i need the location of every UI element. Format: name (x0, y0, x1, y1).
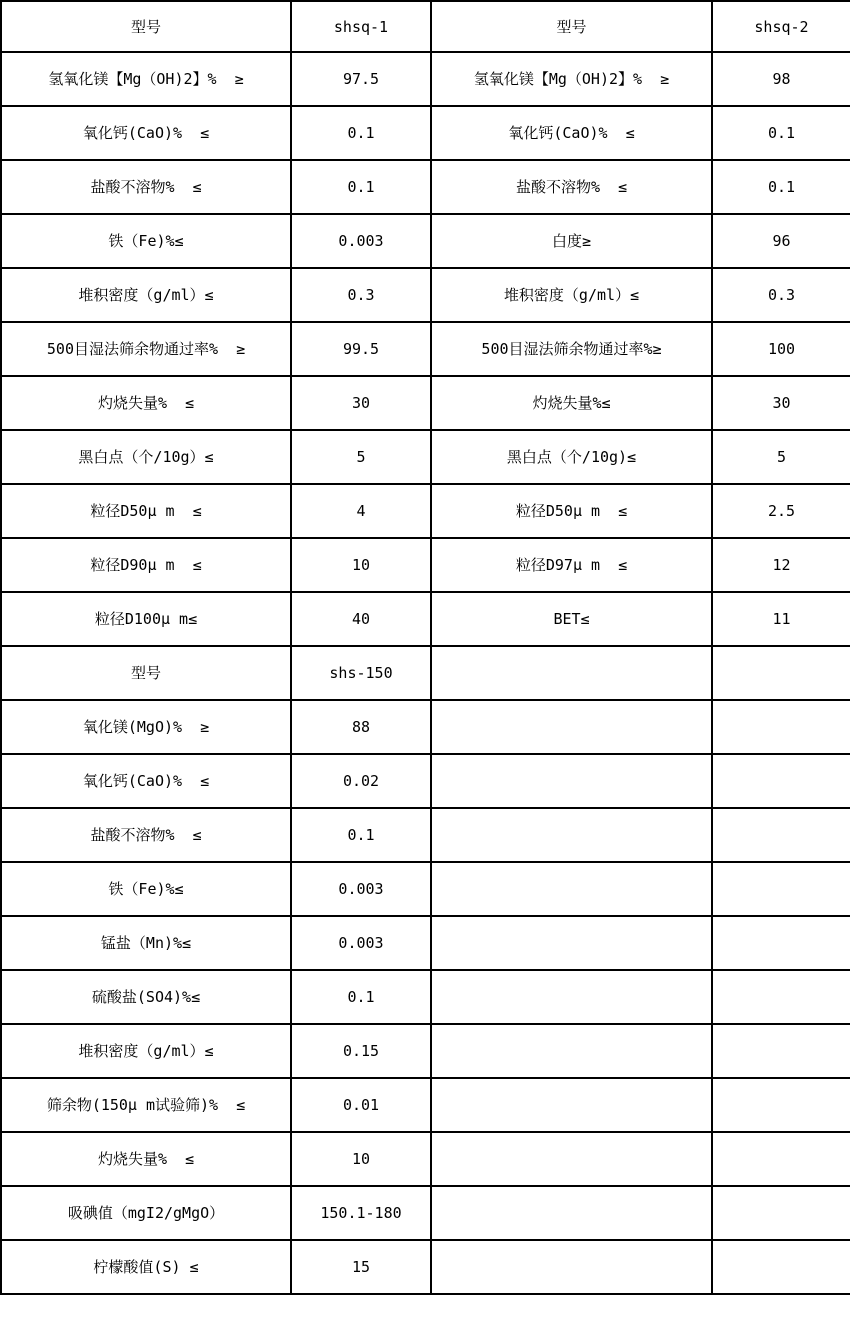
empty-cell (712, 1186, 850, 1240)
empty-cell (431, 646, 712, 700)
table-row (1, 1240, 850, 1294)
spec-label-left: 500目湿法筛余物通过率% ≥ (1, 322, 291, 376)
spec-label-left: 粒径D100μ m≤ (1, 592, 291, 646)
empty-cell (431, 916, 712, 970)
spec-label-left: 黑白点（个/10g）≤ (1, 430, 291, 484)
table-row (1, 214, 850, 268)
empty-cell (712, 754, 850, 808)
spec-value-left: shs-150 (291, 646, 431, 700)
spec-value-right: shsq-2 (712, 1, 850, 52)
spec-label-left: 粒径D50μ m ≤ (1, 484, 291, 538)
empty-cell (712, 646, 850, 700)
spec-value-left: 88 (291, 700, 431, 754)
spec-value-left: 0.003 (291, 916, 431, 970)
table-row (1, 1024, 850, 1078)
table-row (1, 322, 850, 376)
empty-cell (431, 862, 712, 916)
spec-value-left: 99.5 (291, 322, 431, 376)
empty-cell (431, 1186, 712, 1240)
spec-label-right: 白度≥ (431, 214, 712, 268)
spec-value-left: 0.01 (291, 1078, 431, 1132)
table-row (1, 592, 850, 646)
spec-label-left: 盐酸不溶物% ≤ (1, 160, 291, 214)
spec-label-left: 锰盐（Mn)%≤ (1, 916, 291, 970)
empty-cell (431, 1024, 712, 1078)
spec-label-right: 型号 (431, 1, 712, 52)
spec-label-right: 氧化钙(CaO)% ≤ (431, 106, 712, 160)
table-row (1, 970, 850, 1024)
table-row (1, 484, 850, 538)
spec-label-right: BET≤ (431, 592, 712, 646)
spec-value-right: 0.1 (712, 106, 850, 160)
spec-value-right: 100 (712, 322, 850, 376)
spec-value-left: 0.15 (291, 1024, 431, 1078)
spec-value-left: 97.5 (291, 52, 431, 106)
spec-label-left: 柠檬酸值(S) ≤ (1, 1240, 291, 1294)
spec-label-right: 粒径D50μ m ≤ (431, 484, 712, 538)
spec-label-right: 灼烧失量%≤ (431, 376, 712, 430)
spec-label-left: 型号 (1, 646, 291, 700)
empty-cell (712, 1024, 850, 1078)
spec-value-left: 0.003 (291, 214, 431, 268)
empty-cell (431, 970, 712, 1024)
spec-label-left: 氢氧化镁【Mg（OH)2】% ≥ (1, 52, 291, 106)
empty-cell (712, 970, 850, 1024)
spec-value-right: 96 (712, 214, 850, 268)
table-row (1, 160, 850, 214)
empty-cell (431, 700, 712, 754)
table-row (1, 808, 850, 862)
empty-cell (712, 1078, 850, 1132)
table-row (1, 1132, 850, 1186)
spec-label-left: 灼烧失量% ≤ (1, 376, 291, 430)
table-row (1, 862, 850, 916)
spec-label-left: 堆积密度（g/ml）≤ (1, 1024, 291, 1078)
spec-label-left: 灼烧失量% ≤ (1, 1132, 291, 1186)
spec-label-left: 铁（Fe)%≤ (1, 214, 291, 268)
empty-cell (431, 1132, 712, 1186)
spec-label-right: 盐酸不溶物% ≤ (431, 160, 712, 214)
spec-label-right: 堆积密度（g/ml）≤ (431, 268, 712, 322)
spec-label-left: 硫酸盐(SO4)%≤ (1, 970, 291, 1024)
spec-label-right: 粒径D97μ m ≤ (431, 538, 712, 592)
empty-cell (712, 700, 850, 754)
spec-value-left: 0.1 (291, 106, 431, 160)
spec-label-left: 铁（Fe)%≤ (1, 862, 291, 916)
empty-cell (712, 808, 850, 862)
spec-value-right: 0.1 (712, 160, 850, 214)
empty-cell (431, 1240, 712, 1294)
empty-cell (431, 808, 712, 862)
spec-value-right: 98 (712, 52, 850, 106)
spec-value-left: 40 (291, 592, 431, 646)
table-row (1, 916, 850, 970)
empty-cell (431, 1078, 712, 1132)
spec-label-right: 500目湿法筛余物通过率%≥ (431, 322, 712, 376)
spec-value-right: 12 (712, 538, 850, 592)
table-row (1, 106, 850, 160)
spec-value-left: 150.1-180 (291, 1186, 431, 1240)
spec-value-left: 0.1 (291, 808, 431, 862)
spec-label-right: 氢氧化镁【Mg（OH)2】% ≥ (431, 52, 712, 106)
empty-cell (431, 754, 712, 808)
spec-label-left: 粒径D90μ m ≤ (1, 538, 291, 592)
spec-label-left: 堆积密度（g/ml）≤ (1, 268, 291, 322)
spec-value-left: 10 (291, 1132, 431, 1186)
spec-value-left: 5 (291, 430, 431, 484)
spec-value-left: 0.3 (291, 268, 431, 322)
spec-value-left: 4 (291, 484, 431, 538)
spec-value-left: shsq-1 (291, 1, 431, 52)
table-row (1, 1078, 850, 1132)
spec-table-body (1, 1, 850, 1294)
table-row (1, 646, 850, 700)
table-row (1, 700, 850, 754)
spec-value-left: 0.1 (291, 970, 431, 1024)
spec-value-right: 30 (712, 376, 850, 430)
spec-label-left: 吸碘值（mgI2/gMgO） (1, 1186, 291, 1240)
table-row (1, 1, 850, 52)
spec-value-left: 0.02 (291, 754, 431, 808)
spec-label-right: 黑白点（个/10g)≤ (431, 430, 712, 484)
spec-value-left: 0.1 (291, 160, 431, 214)
spec-label-left: 氧化钙(CaO)% ≤ (1, 106, 291, 160)
table-row (1, 268, 850, 322)
empty-cell (712, 862, 850, 916)
empty-cell (712, 1240, 850, 1294)
spec-value-right: 2.5 (712, 484, 850, 538)
table-row (1, 376, 850, 430)
spec-label-left: 筛余物(150μ m试验筛)% ≤ (1, 1078, 291, 1132)
table-row (1, 52, 850, 106)
spec-value-left: 15 (291, 1240, 431, 1294)
table-row (1, 1186, 850, 1240)
spec-label-left: 型号 (1, 1, 291, 52)
spec-value-left: 0.003 (291, 862, 431, 916)
spec-value-right: 0.3 (712, 268, 850, 322)
spec-value-left: 30 (291, 376, 431, 430)
spec-label-left: 盐酸不溶物% ≤ (1, 808, 291, 862)
table-row (1, 754, 850, 808)
spec-value-right: 11 (712, 592, 850, 646)
spec-label-left: 氧化镁(MgO)% ≥ (1, 700, 291, 754)
table-row (1, 430, 850, 484)
empty-cell (712, 916, 850, 970)
empty-cell (712, 1132, 850, 1186)
table-row (1, 538, 850, 592)
spec-value-right: 5 (712, 430, 850, 484)
spec-label-left: 氧化钙(CaO)% ≤ (1, 754, 291, 808)
spec-value-left: 10 (291, 538, 431, 592)
